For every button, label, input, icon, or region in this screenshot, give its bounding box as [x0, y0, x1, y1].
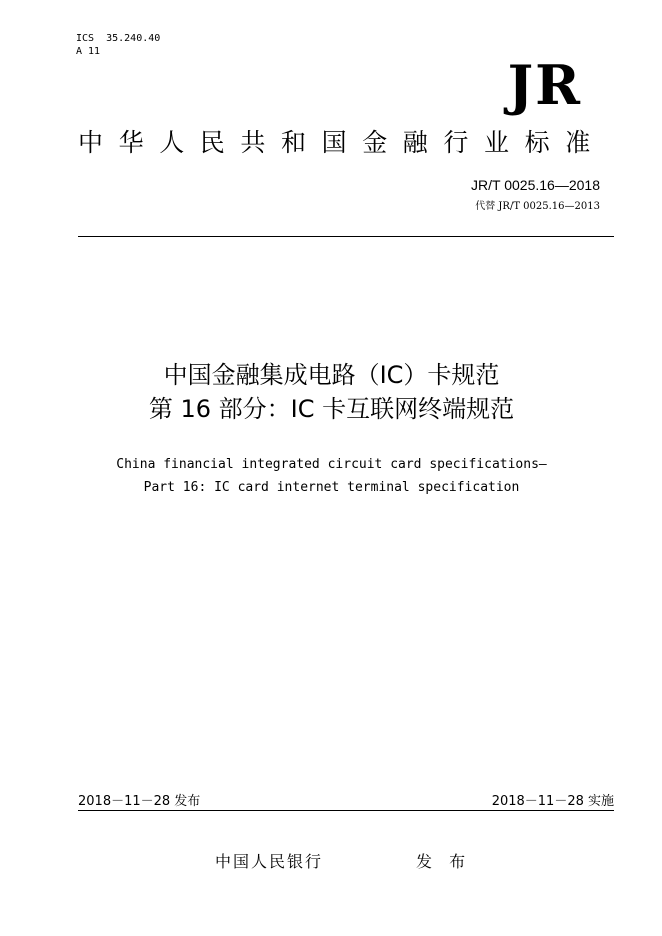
- standard-category-title: 中华人民共和国金融行业标准: [78, 128, 606, 157]
- title-cn-line-1: 中国金融集成电路（IC）卡规范: [163, 361, 500, 389]
- issuing-authority: 中国人民银行: [215, 852, 324, 871]
- implement-date: 2018－11－28 实施: [491, 794, 614, 809]
- jr-logo: JR: [507, 53, 582, 117]
- title-cn-line-2: 第 16 部分：IC 卡互联网终端规范: [148, 395, 515, 423]
- standard-number: JR/T 0025.16—2018: [471, 177, 600, 193]
- replaces-standard: 代替 JR/T 0025.16—2013: [475, 201, 600, 212]
- title-en-line-2: Part 16: IC card internet terminal specification: [143, 480, 520, 495]
- document-title-english: [78, 453, 585, 499]
- title-en-line-1: China financial integrated circuit card specifications—: [116, 457, 547, 472]
- issue-label: 发 布: [416, 852, 472, 871]
- ics-code: ICS 35.240.40: [76, 33, 161, 44]
- document-title-chinese: [78, 358, 585, 426]
- ccs-code: A 11: [76, 46, 101, 57]
- classification-codes: [76, 32, 160, 58]
- bottom-divider: [78, 810, 614, 811]
- top-divider: [78, 236, 614, 237]
- publish-date: 2018－11－28 发布: [78, 794, 201, 809]
